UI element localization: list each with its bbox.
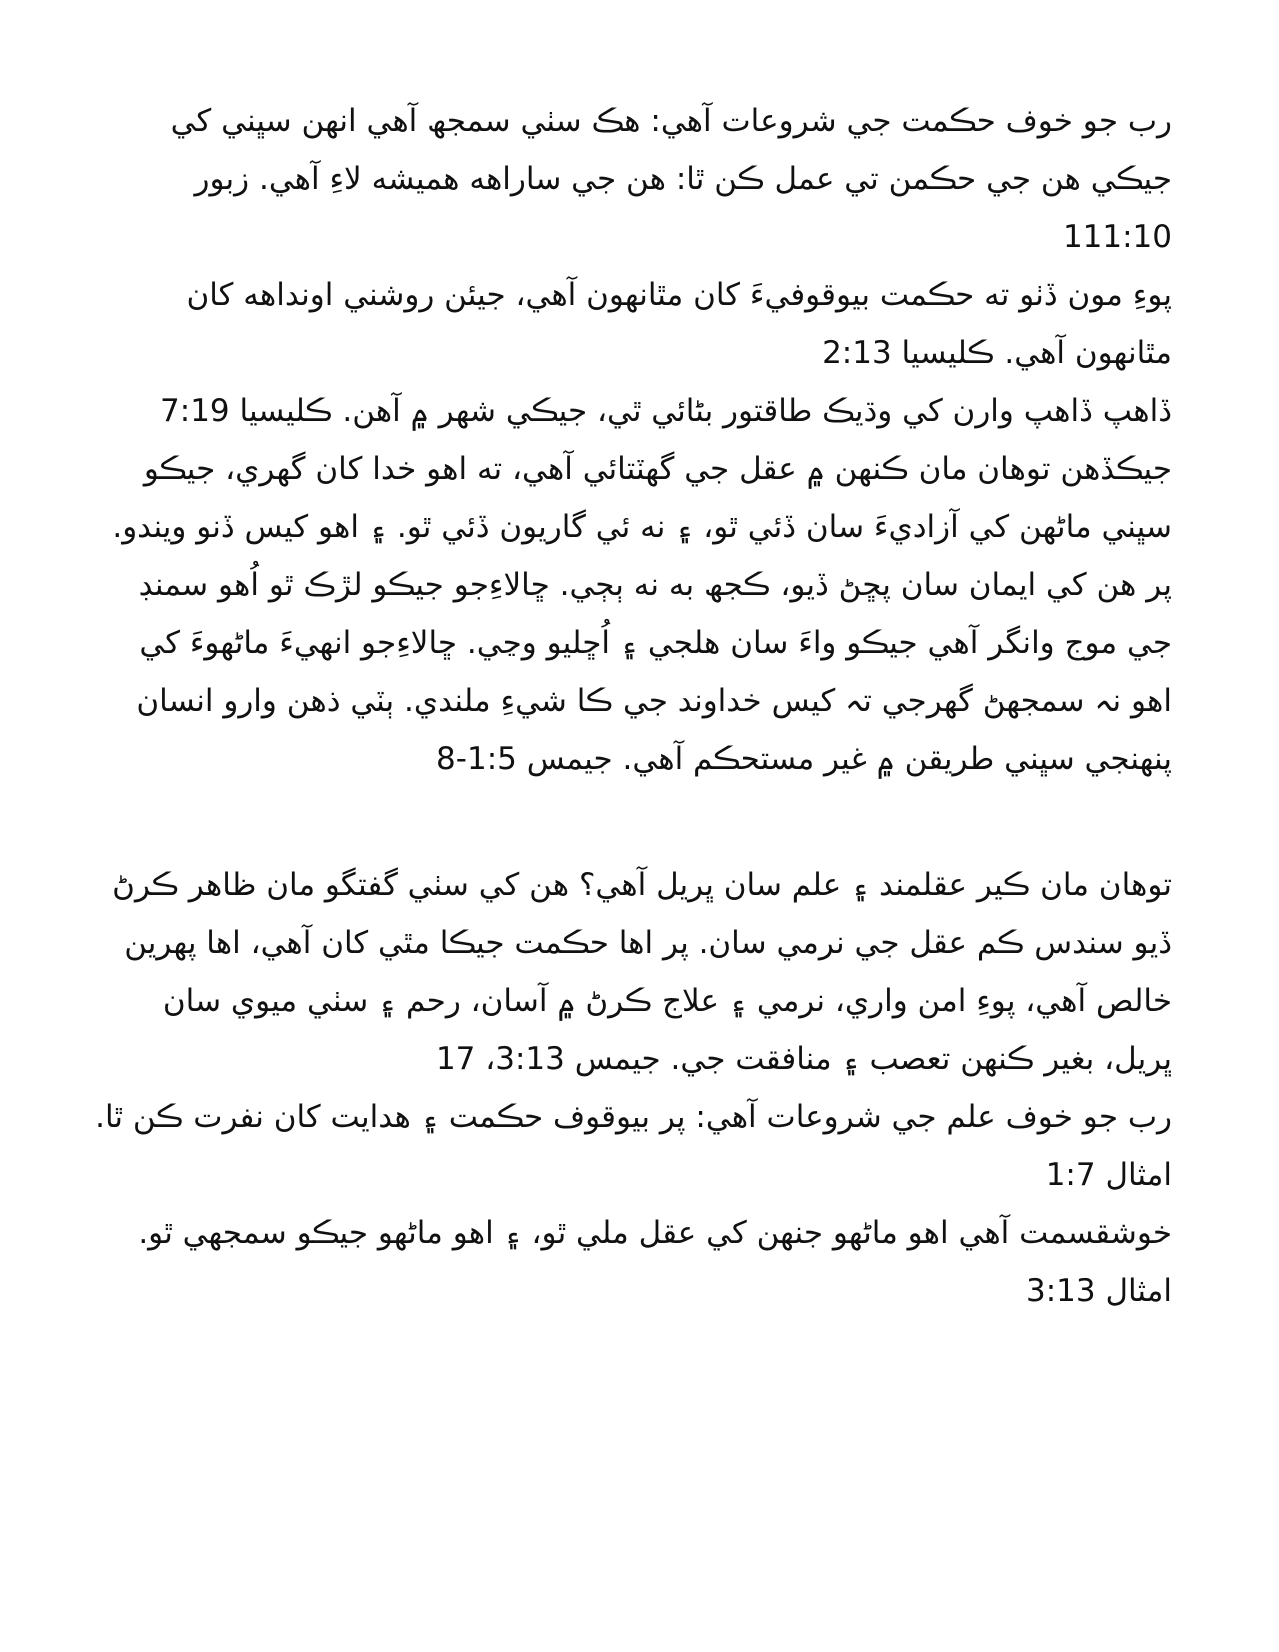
scripture-block-1 — [92, 92, 1172, 788]
scripture-block-2 — [92, 856, 1172, 1320]
verse-psalm-111-10: رب جو خوف حڪمت جي شروعات آهي: هڪ سٺي سمجھ آهي انهن سڀني کي جيڪي هن جي حڪمن تي عمل ڪن ٿا: هن جي ساراهه هميشه لاءِ آهي. زبور 111:10 — [170, 103, 1172, 255]
verse-ecclesiastes-2-13: پوءِ مون ڏٺو ته حڪمت بيوقوفيءَ کان مٿانهون آهي، جيئن روشني اونداهه کان مٿانهون آهي. ڪليسيا 2:13 — [186, 277, 1172, 371]
verse-proverbs-3-13: خوشقسمت آهي اهو ماڻهو جنهن کي عقل ملي ٿو، ۽ اهو ماڻهو جيڪو سمجهي ٿو. امثال 3:13 — [138, 1215, 1172, 1309]
verse-ecclesiastes-7-19: ڏاهپ ڏاهپ وارن کي وڌيڪ طاقتور بڻائي ٿي، جيڪي شهر ۾ آهن. ڪليسيا 7:19 — [160, 393, 1172, 429]
verse-proverbs-1-7: رب جو خوف علم جي شروعات آهي: پر بيوقوف حڪمت ۽ هدايت کان نفرت ڪن ٿا. امثال 1:7 — [95, 1099, 1172, 1193]
verse-james-3-13-17: توهان مان ڪير عقلمند ۽ علم سان ڀريل آهي؟ هن کي سٺي گفتگو مان ظاهر ڪرڻ ڏيو سندس ڪم عقل جي نرمي سان. پر اها حڪمت جيڪا مٿي کان آهي، اها پهرين خالص آهي، پوءِ امن واري، نرمي ۽ علاج ڪرڻ ۾ آسان، رحم ۽ سٺي ميوي سان ڀريل، بغير ڪنهن تعصب ۽ منافقت جي. جيمس 3:13، 17 — [112, 867, 1172, 1077]
verse-james-1-5-8: جيڪڏهن توهان مان ڪنهن ۾ عقل جي گهٽتائي آهي، ته اهو خدا کان گهري، جيڪو سڀني ماڻهن کي آزاديءَ سان ڏئي ٿو، ۽ نه ئي گاريون ڏئي ٿو. ۽ اهو کيس ڏنو ويندو. پر هن کي ايمان سان پڇڻ ڏيو، ڪجھ به نه ٻڄي. ڇالاءِجو جيڪو لڙڪ ٿو اُهو سمنڊ جي موج وانگر آهي جيڪو واءَ سان هلجي ۽ اُڇليو وڃي. ڇالاءِجو انهيءَ ماڻهوءَ کي اهو نہ سمجھڻ گهرجي تہ کيس خداوند جي ڪا شيءِ ملندي. ٻٽي ذهن وارو انسان پنهنجي سڀني طريقن ۾ غير مستحڪم آهي. جيمس 1:5-8 — [112, 451, 1172, 777]
